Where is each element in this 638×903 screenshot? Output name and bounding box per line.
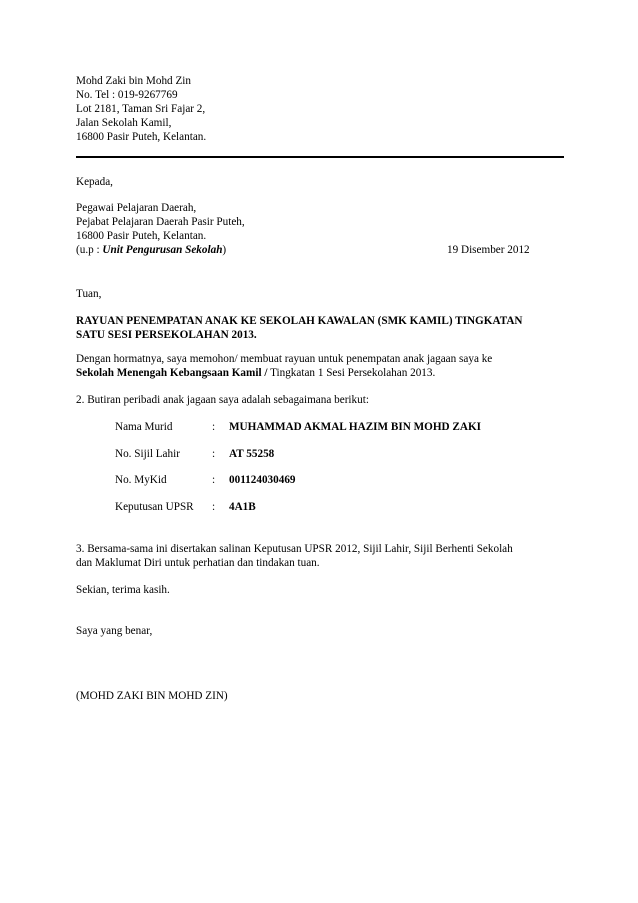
attention-prefix: (u.p : xyxy=(76,244,103,256)
sender-name: Mohd Zaki bin Mohd Zin xyxy=(76,75,191,87)
para3-line-1: 3. Bersama-sama ini disertakan salinan Keputusan UPSR 2012, Sijil Lahir, Sijil Berhenti Sekolah xyxy=(76,543,513,555)
detail-label-upsr: Keputusan UPSR xyxy=(115,501,194,513)
detail-colon: : xyxy=(212,474,216,486)
para2: 2. Butiran peribadi anak jagaan saya adalah sebagaimana berikut: xyxy=(76,394,369,406)
detail-label-sijil: No. Sijil Lahir xyxy=(115,448,180,460)
recipient-line-2: Pejabat Pelajaran Daerah Pasir Puteh, xyxy=(76,216,245,228)
para3-line-2: dan Maklumat Diri untuk perhatian dan tindakan tuan. xyxy=(76,557,320,569)
sender-address-line-3: 16800 Pasir Puteh, Kelantan. xyxy=(76,131,207,143)
detail-value-upsr: 4A1B xyxy=(229,501,256,513)
detail-value-sijil: AT 55258 xyxy=(229,448,275,460)
recipient-line-1: Pegawai Pelajaran Daerah, xyxy=(76,202,197,214)
subject-line-2: SATU SESI PERSEKOLAHAN 2013. xyxy=(76,329,257,341)
header-divider xyxy=(76,156,564,158)
detail-label-nama: Nama Murid xyxy=(115,421,173,433)
attention-unit: Unit Pengurusan Sekolah xyxy=(102,244,223,256)
attention-line xyxy=(76,243,226,257)
sender-address-line-2: Jalan Sekolah Kamil, xyxy=(76,117,172,129)
sender-tel: No. Tel : 019-9267769 xyxy=(76,89,178,101)
letter-date: 19 Disember 2012 xyxy=(447,244,530,256)
detail-colon: : xyxy=(212,421,216,433)
para1-line-1: Dengan hormatnya, saya memohon/ membuat rayuan untuk penempatan anak jagaan saya ke xyxy=(76,353,493,365)
salutation: Tuan, xyxy=(76,288,102,300)
signature-name: (MOHD ZAKI BIN MOHD ZIN) xyxy=(76,690,228,702)
kepada-label: Kepada, xyxy=(76,176,113,188)
para1-line-2 xyxy=(76,366,435,380)
subject-line-1: RAYUAN PENEMPATAN ANAK KE SEKOLAH KAWALAN (SMK KAMIL) TINGKATAN xyxy=(76,315,523,327)
detail-label-mykid: No. MyKid xyxy=(115,474,167,486)
sign-off: Saya yang benar, xyxy=(76,625,153,637)
school-name: Sekolah Menengah Kebangsaan Kamil / xyxy=(76,367,268,379)
detail-value-mykid: 001124030469 xyxy=(229,474,296,486)
detail-value-nama: MUHAMMAD AKMAL HAZIM BIN MOHD ZAKI xyxy=(229,421,482,433)
sender-address-line-1: Lot 2181, Taman Sri Fajar 2, xyxy=(76,103,206,115)
detail-colon: : xyxy=(212,501,216,513)
detail-colon: : xyxy=(212,448,216,460)
recipient-line-3: 16800 Pasir Puteh, Kelantan. xyxy=(76,230,207,242)
para1-line-2-rest: Tingkatan 1 Sesi Persekolahan 2013. xyxy=(267,367,436,379)
closing: Sekian, terima kasih. xyxy=(76,584,170,596)
attention-suffix: ) xyxy=(222,244,227,256)
